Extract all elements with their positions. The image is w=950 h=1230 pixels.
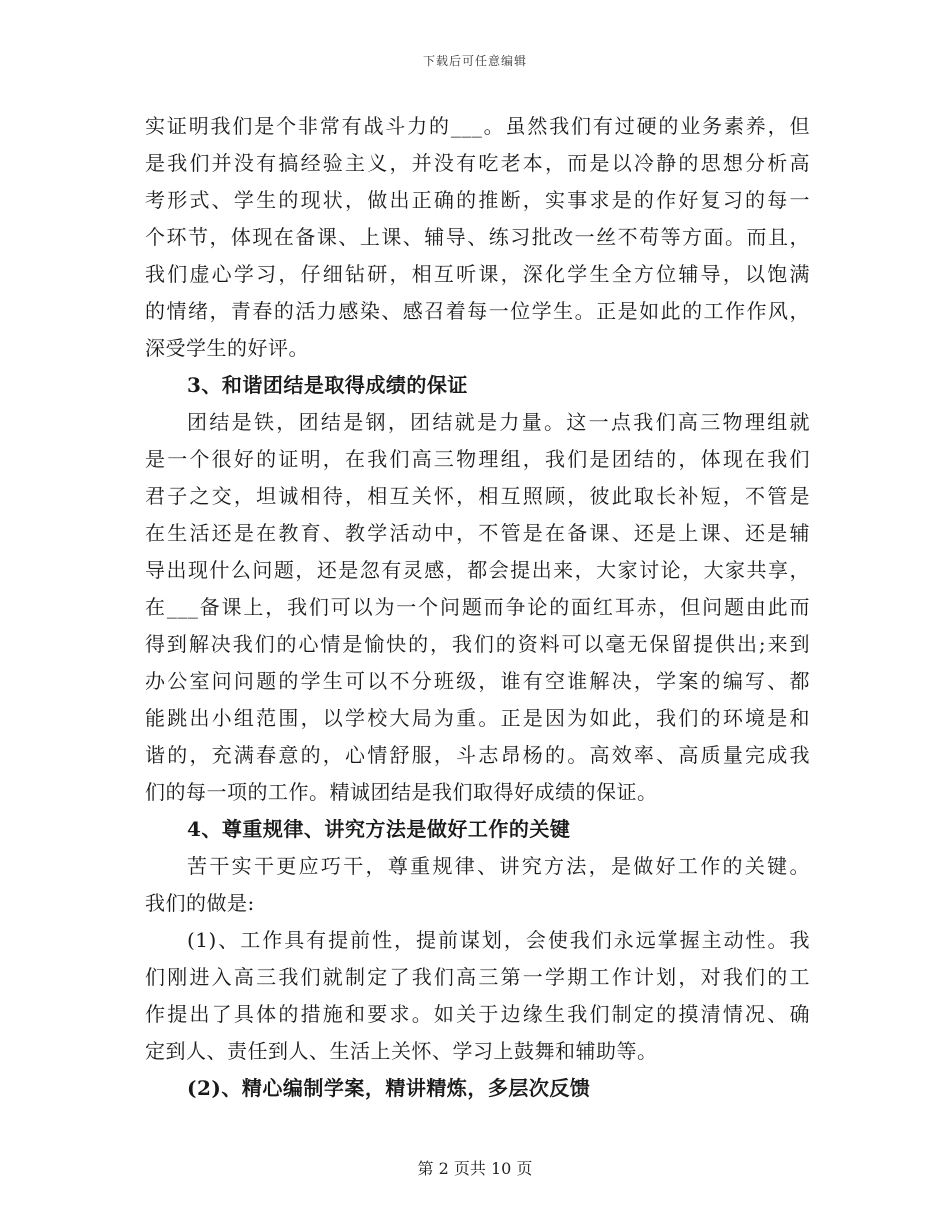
paragraph-line: 个环节，体现在备课、上课、辅导、练习批改一丝不苟等方面。而且， [145,225,810,249]
paragraph-line: 君子之交，坦诚相待，相互关怀，相互照顾，彼此取长补短，不管是 [145,484,810,508]
paragraph-line: (1)、工作具有提前性，提前谋划，会使我们永远掌握主动性。我 [187,928,810,952]
paragraph-line: 谐的，充满春意的，心情舒服，斗志昂杨的。高效率、高质量完成我 [145,743,810,767]
section-heading: 3、和谐团结是取得成绩的保证 [187,373,468,397]
paragraph-line: 在___备课上，我们可以为一个问题而争论的面红耳赤，但问题由此而 [145,595,810,619]
paragraph-line: 团结是铁，团结是钢，团结就是力量。这一点我们高三物理组就 [187,410,810,434]
paragraph-line: 苦干实干更应巧干，尊重规律、讲究方法，是做好工作的关键。 [187,854,810,878]
paragraph-line: 在生活还是在教育、教学活动中，不管是在备课、还是上课、还是辅 [145,521,810,545]
paragraph-line: 我们虚心学习，仔细钻研，相互听课，深化学生全方位辅导，以饱满 [145,262,810,286]
page-header: 下载后可任意编辑 [422,54,527,68]
paragraph-line: 定到人、责任到人、生活上关怀、学习上鼓舞和辅助等。 [145,1039,658,1063]
paragraph-line: 办公室问问题的学生可以不分班级，谁有空谁解决，学案的编写、都 [145,669,810,693]
paragraph-line: 是一个很好的证明，在我们高三物理组，我们是团结的，体现在我们 [145,447,810,471]
document-body [145,108,810,1107]
paragraph-line: 作提出了具体的措施和要求。如关于边缘生我们制定的摸清情况、确 [145,1002,810,1026]
paragraph-line: 的情绪，青春的活力感染、感召着每一位学生。正是如此的工作作风， [145,299,810,323]
paragraph-line: 们刚进入高三我们就制定了我们高三第一学期工作计划，对我们的工 [145,965,810,989]
paragraph-line: 考形式、学生的现状，做出正确的推断，实事求是的作好复习的每一 [145,188,810,212]
paragraph-line: 得到解决我们的心情是愉快的，我们的资料可以毫无保留提供出;来到 [145,632,810,656]
page-footer: 第 2 页共 10 页 [417,1159,533,1178]
paragraph-line: 是我们并没有搞经验主义，并没有吃老本，而是以冷静的思想分析高 [145,151,810,175]
paragraph-line: 导出现什么问题，还是忽有灵感，都会提出来，大家讨论，大家共享， [145,558,810,582]
paragraph-line: 深受学生的好评。 [145,336,309,360]
paragraph-line: 们的每一项的工作。精诚团结是我们取得好成绩的保证。 [145,780,658,804]
section-heading: (2)、精心编制学案，精讲精炼，多层次反馈 [187,1076,591,1100]
section-heading: 4、尊重规律、讲究方法是做好工作的关键 [187,817,571,841]
paragraph-line: 我们的做是: [145,891,255,915]
paragraph-line: 能跳出小组范围，以学校大局为重。正是因为如此，我们的环境是和 [145,706,810,730]
paragraph-line: 实证明我们是个非常有战斗力的___。虽然我们有过硬的业务素养，但 [145,114,810,138]
